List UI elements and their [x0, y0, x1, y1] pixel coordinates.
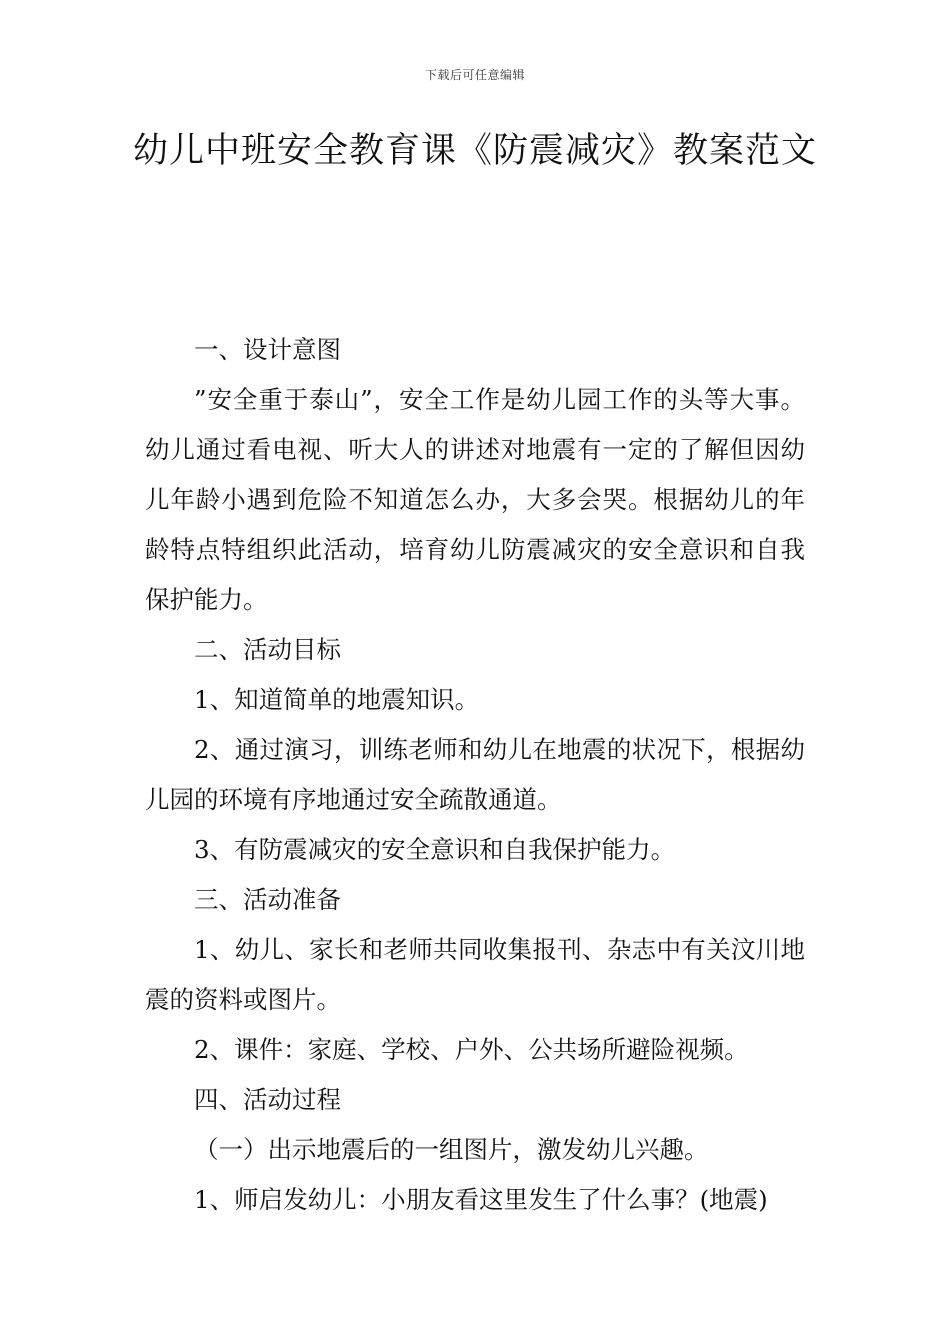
document-body — [145, 325, 805, 1225]
section-heading-activity-preparation: 三、活动准备 — [194, 885, 341, 914]
preparation-item-2: 2、课件：家庭、学校、户外、公共场所避险视频。 — [194, 1035, 749, 1064]
process-step-heading-1: （一）出示地震后的一组图片，激发幼儿兴趣。 — [194, 1135, 709, 1164]
process-item-1: 1、师启发幼儿：小朋友看这里发生了什么事？(地震) — [194, 1185, 768, 1214]
goal-item-1: 1、知道简单的地震知识。 — [194, 685, 480, 714]
document-title: 幼儿中班安全教育课《防震减灾》教案范文 — [132, 131, 817, 171]
section-heading-design-intent: 一、设计意图 — [194, 335, 341, 364]
section-heading-activity-process: 四、活动过程 — [194, 1085, 341, 1114]
paragraph-design-intent: ”安全重于泰山”，安全工作是幼儿园工作的头等大事。幼儿通过看电视、听大人的讲述对地震有一定的了解但因幼儿年龄小遇到危险不知道怎么办，大多会哭。根据幼儿的年龄特点特组织此活动，培育幼儿防震减灾的安全意识和自我保护能力。 — [145, 385, 805, 614]
header-note: 下载后可任意编辑 — [424, 68, 525, 82]
goal-item-3: 3、有防震减灾的安全意识和自我保护能力。 — [194, 835, 676, 864]
section-heading-activity-goals: 二、活动目标 — [194, 635, 341, 664]
preparation-item-1: 1、幼儿、家长和老师共同收集报刊、杂志中有关汶川地震的资料或图片。 — [145, 935, 805, 1014]
goal-item-2: 2、通过演习，训练老师和幼儿在地震的状况下，根据幼儿园的环境有序地通过安全疏散通道。 — [145, 735, 805, 814]
